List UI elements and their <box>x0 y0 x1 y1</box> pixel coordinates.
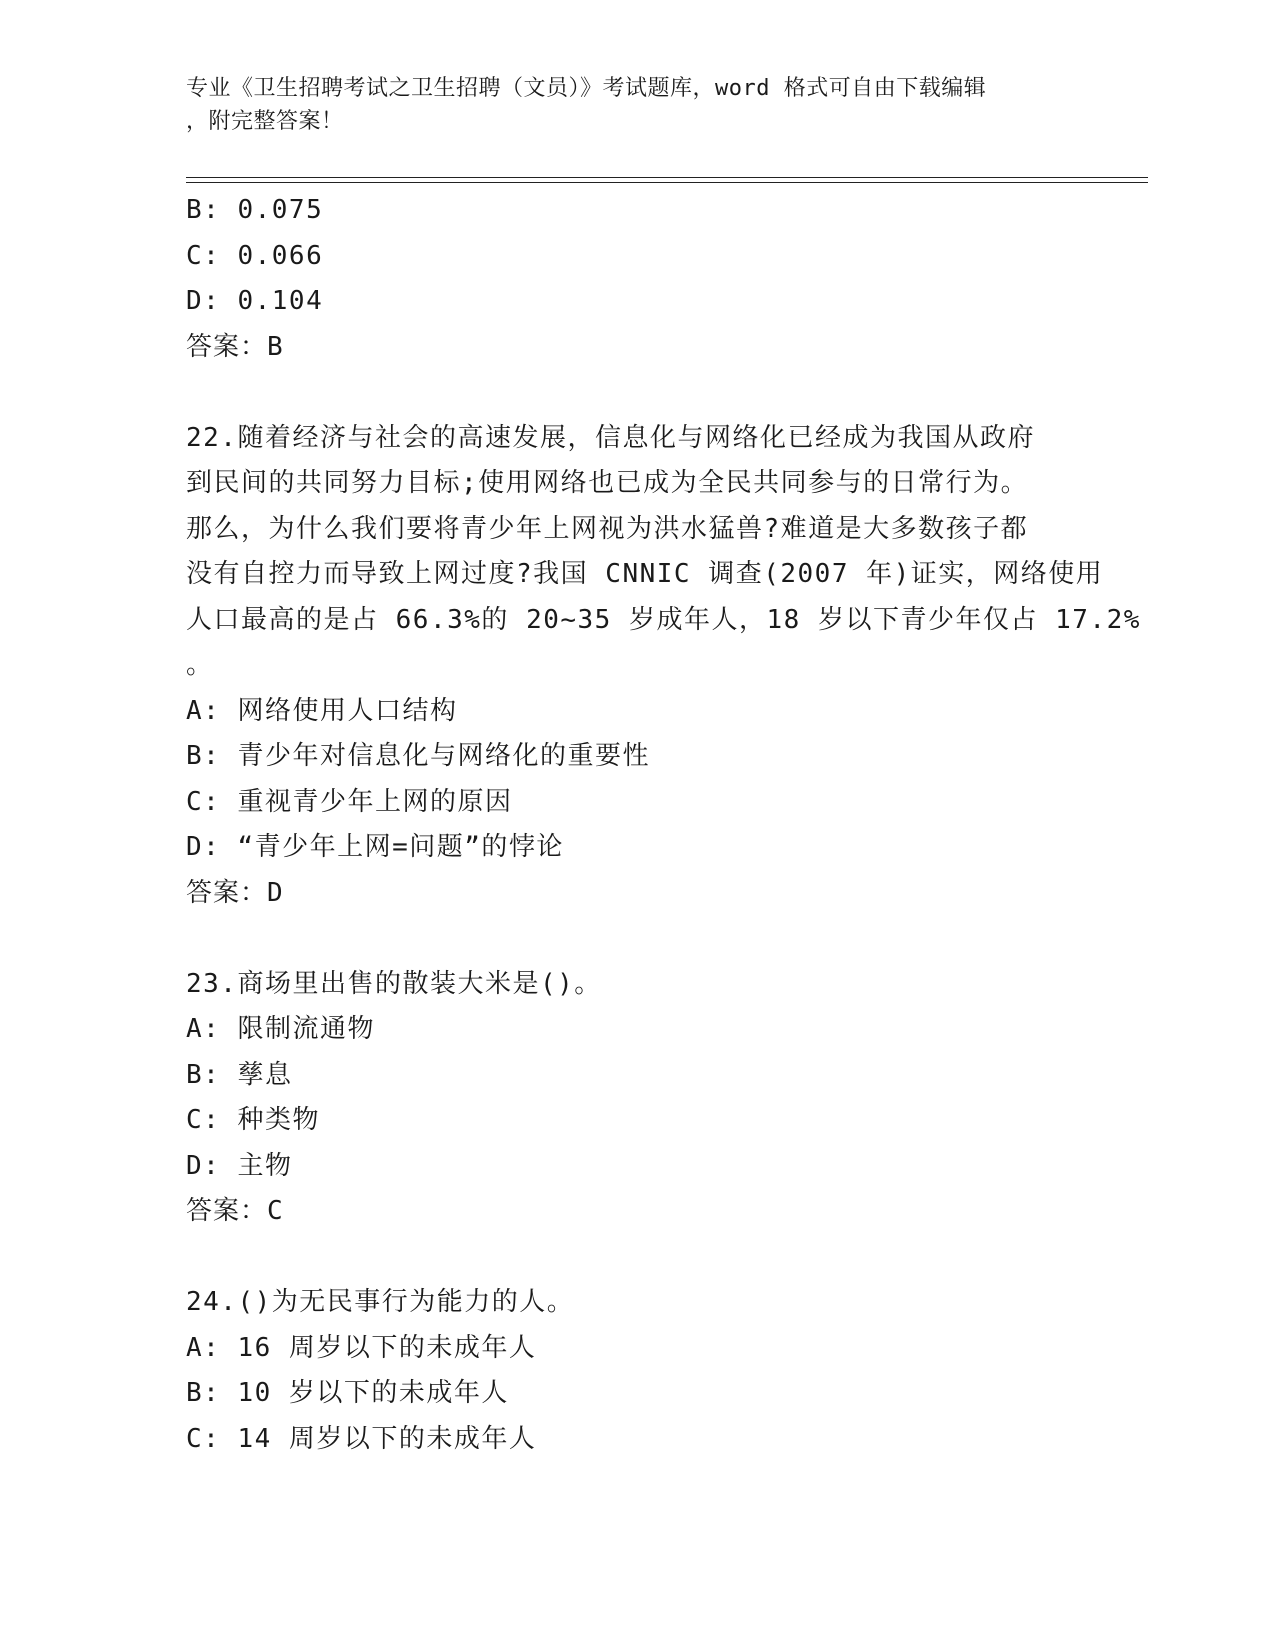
question-stem-line: 22.随着经济与社会的高速发展，信息化与网络化已经成为我国从政府 <box>186 422 1035 453</box>
option-a: A: 网络使用人口结构 <box>186 695 458 726</box>
question-21 <box>186 188 1086 370</box>
answer-value: C <box>267 1196 284 1226</box>
header-divider-bottom <box>186 182 1148 183</box>
header-line-2: ，附完整答案！ <box>186 109 344 134</box>
question-stem-line: 没有自控力而导致上网过度?我国 CNNIC 调查(2007 年)证实，网络使用 <box>186 559 1104 589</box>
question-gap <box>186 370 1086 416</box>
answer-value: D <box>267 877 284 908</box>
option-b: B: 青少年对信息化与网络化的重要性 <box>186 741 650 771</box>
header-line-1: 专业《卫生招聘考试之卫生招聘（文员）》考试题库，word 格式可自由下载编辑 <box>186 76 987 101</box>
answer-label: 答案： <box>186 877 268 908</box>
answer-line <box>186 1189 1086 1235</box>
question-gap <box>186 916 1086 962</box>
header-divider-top <box>186 177 1148 178</box>
question-stem: 23.商场里出售的散装大米是()。 <box>186 968 602 999</box>
answer-label: 答案： <box>186 1196 268 1226</box>
option-d: D: “青少年上网=问题”的悖论 <box>186 832 564 862</box>
option-c: C: 种类物 <box>186 1105 320 1135</box>
question-stem-line: 人口最高的是占 66.3%的 20~35 岁成年人，18 岁以下青少年仅占 17.2% <box>186 604 1141 635</box>
question-list <box>186 188 1141 1462</box>
document-header <box>186 72 1066 138</box>
question-gap <box>186 1235 1086 1281</box>
option-c: C: 14 周岁以下的未成年人 <box>186 1423 537 1454</box>
option-d: D: 0.104 <box>186 286 324 316</box>
question-24 <box>186 1280 1086 1462</box>
option-a: A: 限制流通物 <box>186 1014 375 1044</box>
question-stem-line: 。 <box>186 650 214 680</box>
option-d: D: 主物 <box>186 1150 293 1181</box>
option-c: C: 重视青少年上网的原因 <box>186 786 513 817</box>
option-b: B: 10 岁以下的未成年人 <box>186 1378 509 1408</box>
option-c: C: 0.066 <box>186 240 324 271</box>
answer-label: 答案： <box>186 331 268 362</box>
answer-line <box>186 325 1086 371</box>
question-23 <box>186 962 1086 1235</box>
option-b: B: 孳息 <box>186 1059 293 1090</box>
question-stem: 24.()为无民事行为能力的人。 <box>186 1287 575 1317</box>
question-stem-line: 到民间的共同努力目标;使用网络也已成为全民共同参与的日常行为。 <box>186 468 1029 498</box>
answer-line <box>186 871 1086 917</box>
question-stem-line: 那么，为什么我们要将青少年上网视为洪水猛兽?难道是大多数孩子都 <box>186 513 1029 544</box>
option-b: B: 0.075 <box>186 195 324 225</box>
question-22 <box>186 416 1141 917</box>
option-a: A: 16 周岁以下的未成年人 <box>186 1332 537 1363</box>
answer-value: B <box>267 331 284 362</box>
